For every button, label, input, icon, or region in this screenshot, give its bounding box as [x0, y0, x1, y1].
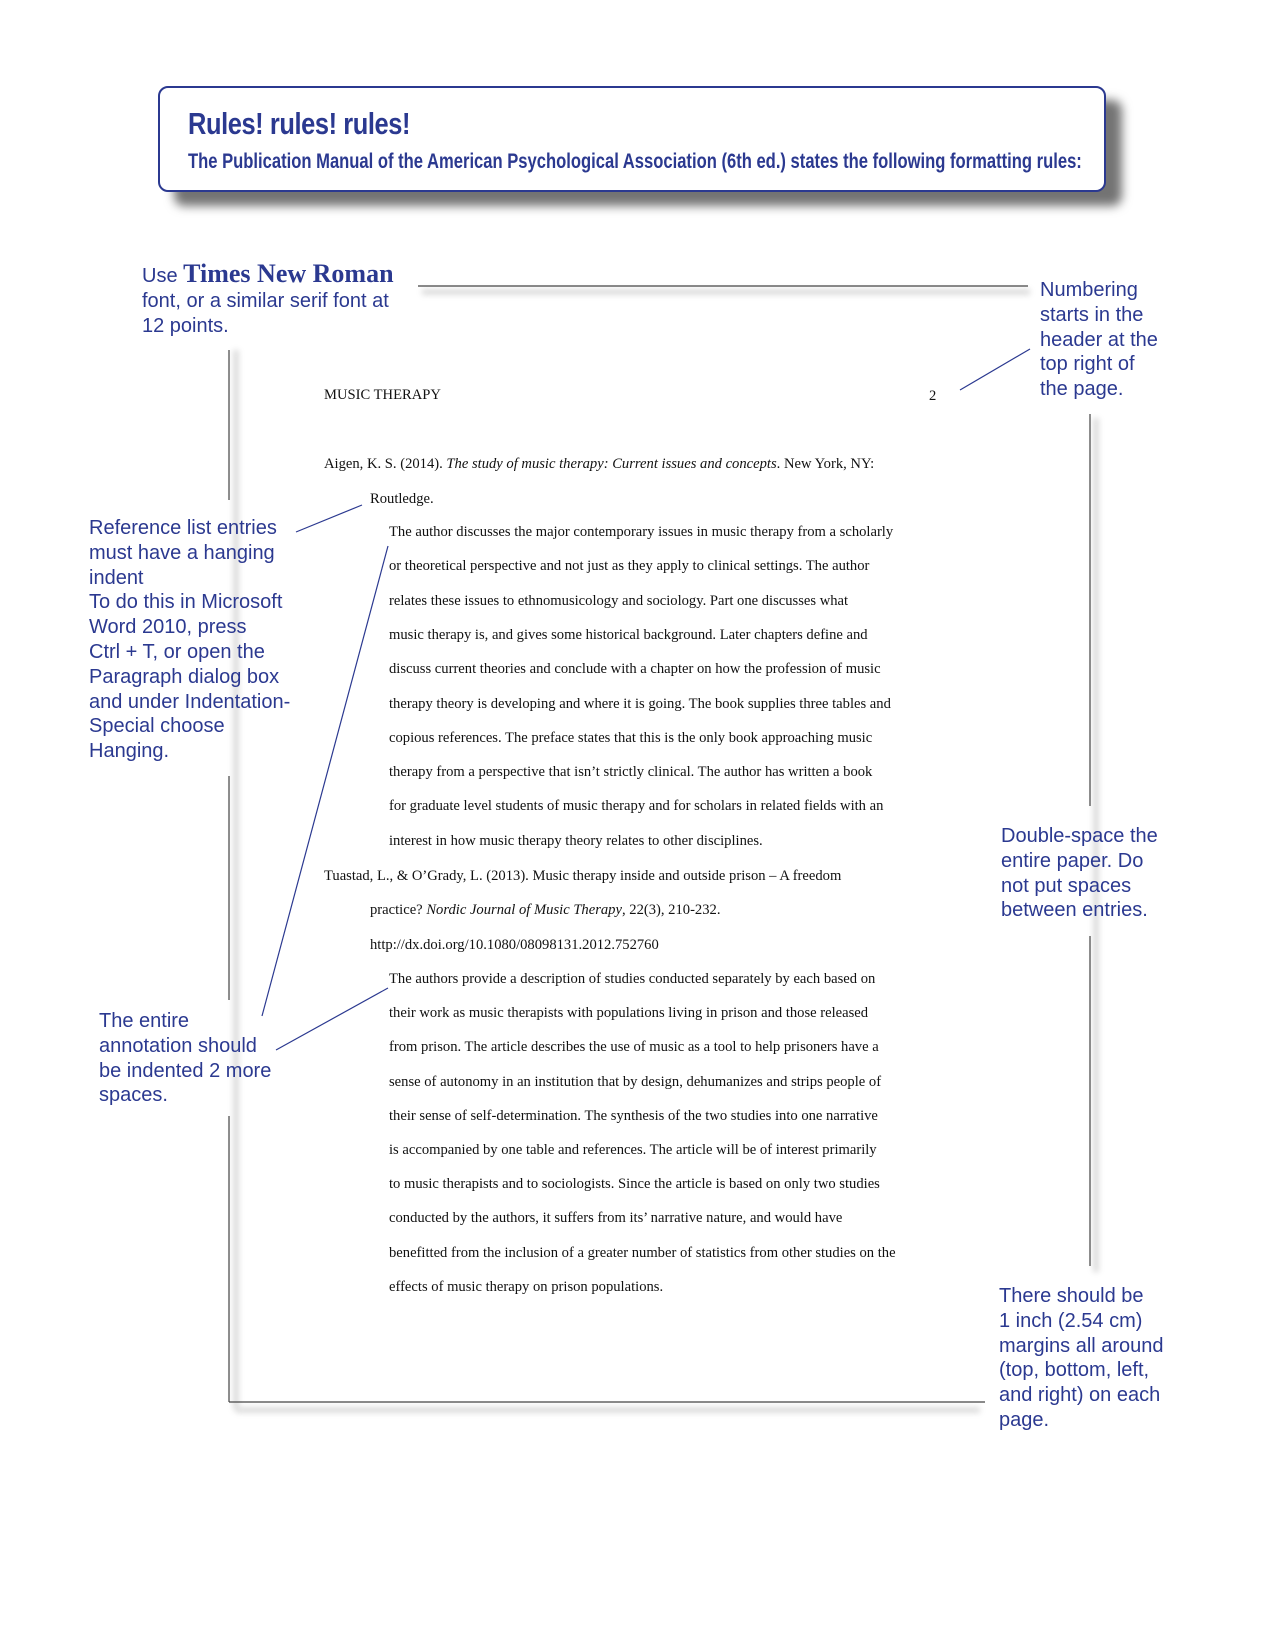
annotation-line: therapy from a perspective that isn’t strictly clinical. The author has written a book: [389, 764, 873, 781]
note-line: Special choose: [89, 715, 225, 738]
note-numbering: [1040, 278, 1158, 402]
note-font-emphasis: Times New Roman: [183, 259, 394, 288]
annotation-line: to music therapists and to sociologists. Since the article is based on only two studies: [389, 1176, 880, 1193]
note-line: margins all around: [999, 1334, 1164, 1357]
annotation-line: their work as music therapists with populations living in prison and those released: [389, 1005, 869, 1022]
reference-title: The study of music therapy: Current issues and concepts: [446, 456, 777, 472]
note-line: Word 2010, press: [89, 616, 247, 639]
annotation-line: sense of autonomy in an institution that by design, dehumanizes and strips people of: [389, 1073, 882, 1090]
running-head: MUSIC THERAPY: [324, 387, 441, 403]
annotation-line: discuss current theories and conclude with a chapter on how the profession of music: [389, 661, 881, 678]
pointer-page-number: [960, 349, 1030, 390]
reference-entry-2-line2: [370, 900, 720, 920]
note-line: To do this in Microsoft: [89, 591, 283, 614]
note-double-space: [1001, 824, 1158, 923]
annotation-line: conducted by the authors, it suffers from its’ narrative nature, and would have: [389, 1210, 843, 1227]
reference-text: practice?: [370, 902, 427, 918]
pointer-hanging-indent: [296, 505, 362, 532]
note-font-prefix: Use: [142, 265, 184, 287]
note-line: Reference list entries: [89, 517, 277, 539]
reference-entry-1: [324, 454, 874, 474]
note-line: top right of: [1040, 353, 1135, 376]
note-line: entire paper. Do: [1001, 849, 1144, 872]
pointer-annotation-second: [276, 988, 388, 1050]
annotation-line: is accompanied by one table and references. The article will be of interest primarily: [389, 1142, 877, 1158]
reference-entry-1-line2: Routledge.: [370, 491, 434, 507]
reference-text: , 22(3), 210-232.: [621, 902, 721, 918]
note-line: not put spaces: [1001, 874, 1132, 897]
page-number: 2: [929, 388, 937, 404]
note-line: Hanging.: [89, 740, 170, 763]
note-line: 1 inch (2.54 cm): [999, 1309, 1143, 1332]
note-line: be indented 2 more: [99, 1059, 272, 1082]
note-line: Ctrl + T, or open the: [89, 640, 265, 663]
note-line: 12 points.: [142, 314, 229, 337]
note-line: header at the: [1040, 328, 1158, 351]
annotation-line: relates these issues to ethnomusicology and sociology. Part one discusses what: [389, 592, 849, 609]
note-font: [142, 259, 394, 338]
journal-title: Nordic Journal of Music Therapy: [426, 902, 622, 918]
annotation-line: The authors provide a description of studies conducted separately by each based on: [389, 971, 876, 987]
reference-text: . New York, NY:: [776, 456, 875, 472]
annotation-line: copious references. The preface states that this is the only book approaching music: [389, 729, 873, 746]
annotation-line: effects of music therapy on prison populations.: [389, 1278, 664, 1295]
note-line: Double-space the: [1001, 825, 1158, 847]
reference-entry-2-doi: http://dx.doi.org/10.1080/08098131.2012.752760: [370, 937, 659, 953]
note-line: and right) on each: [999, 1384, 1161, 1407]
note-margins: [999, 1284, 1164, 1433]
note-line: font, or a similar serif font at: [142, 289, 389, 312]
note-line: must have a hanging: [89, 541, 275, 564]
note-line: and under Indentation-: [89, 690, 291, 713]
note-line: indent: [89, 566, 144, 589]
note-line: page.: [999, 1408, 1050, 1431]
note-line: Numbering: [1040, 279, 1138, 301]
note-line: annotation should: [99, 1034, 257, 1057]
note-annotation-indent: [99, 1009, 271, 1108]
note-line: starts in the: [1040, 303, 1144, 326]
note-line: Paragraph dialog box: [89, 665, 280, 688]
reference-entry-2: Tuastad, L., & O’Grady, L. (2013). Music therapy inside and outside prison – A freedom: [324, 868, 842, 884]
annotation-line: their sense of self-determination. The synthesis of the two studies into one narrative: [389, 1107, 878, 1124]
note-line: There should be: [999, 1285, 1144, 1307]
banner-subtitle: The Publication Manual of the American Psychological Association (6th ed.) states the following formatting rules:: [188, 150, 1082, 173]
reference-text: Aigen, K. S. (2014).: [324, 456, 447, 472]
annotation-line: therapy theory is developing and where it is going. The book supplies three tables and: [389, 695, 891, 712]
note-line: (top, bottom, left,: [999, 1359, 1150, 1382]
annotation-line: music therapy is, and gives some historical background. Later chapters define and: [389, 626, 868, 643]
note-line: The entire: [99, 1010, 190, 1032]
header-banner: [158, 86, 1106, 192]
annotation-line: from prison. The article describes the use of music as a tool to help prisoners have a: [389, 1039, 879, 1056]
annotation-line: for graduate level students of music therapy and for scholars in related fields with an: [389, 798, 884, 815]
annotation-line: or theoretical perspective and not just as they apply to clinical settings. The author: [389, 558, 870, 575]
note-hanging-indent: [89, 516, 290, 764]
note-line: the page.: [1040, 378, 1124, 401]
banner-title: Rules! rules! rules!: [188, 106, 411, 141]
annotation-line: interest in how music therapy theory relates to other disciplines.: [389, 832, 763, 849]
note-line: between entries.: [1001, 899, 1148, 922]
annotation-line: benefitted from the inclusion of a greater number of statistics from other studies on the: [389, 1244, 896, 1261]
annotation-line: The author discusses the major contemporary issues in music therapy from a scholarly: [389, 524, 894, 540]
note-line: spaces.: [99, 1084, 168, 1107]
